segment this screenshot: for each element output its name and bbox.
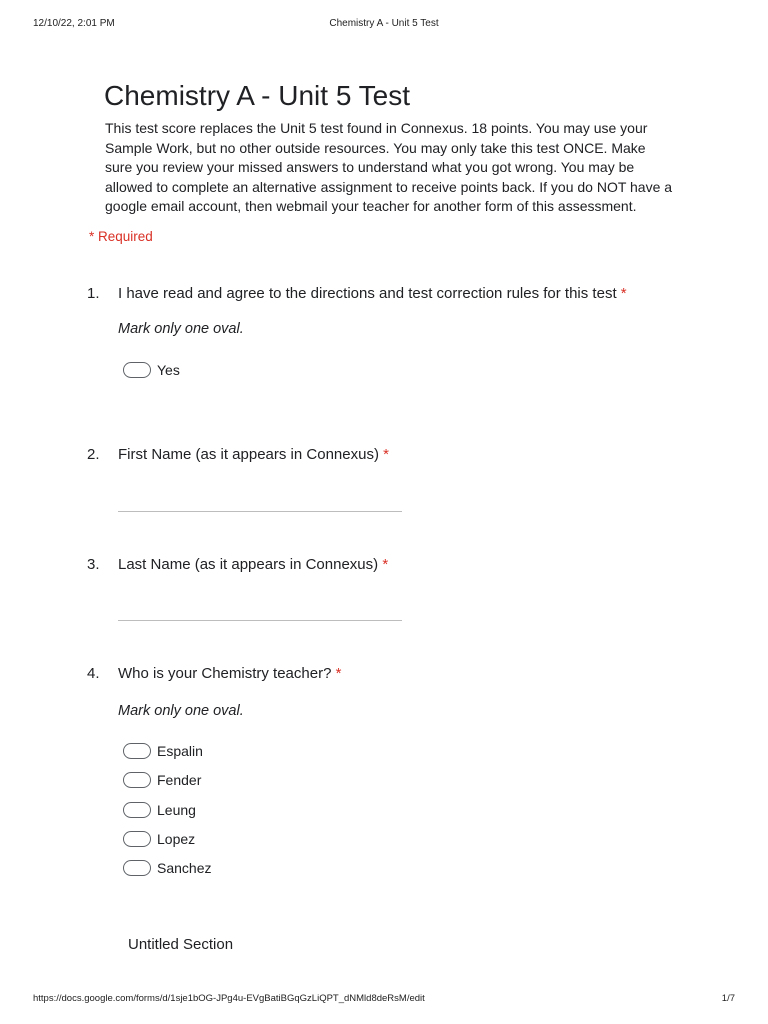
print-doc-title: Chemistry A - Unit 5 Test	[329, 18, 439, 29]
section-title: Untitled Section	[128, 936, 234, 953]
radio-oval-icon[interactable]	[123, 831, 151, 847]
question-number: 1.	[87, 285, 100, 302]
question-number: 2.	[87, 446, 100, 463]
last-name-field[interactable]	[118, 620, 402, 621]
mark-hint: Mark only one oval.	[118, 703, 244, 719]
option-yes[interactable]	[123, 360, 180, 380]
required-note: * Required	[89, 229, 153, 244]
mark-hint: Mark only one oval.	[118, 321, 244, 337]
option-label: Sanchez	[157, 860, 212, 876]
option-lopez[interactable]	[123, 829, 195, 849]
form-description: This test score replaces the Unit 5 test found in Connexus. 18 points. You may use your Sample Work, but no other outside resources. You may only take this test ONCE. Make sure you review your missed answers to understand what you got wrong. You may be allowed to complete an alternative assignment to receive points back. If you do NOT have a google email account, then webmail your teacher for another form of this assessment.	[105, 120, 673, 215]
question-text: I have read and agree to the directions and test correction rules for this test *	[118, 285, 627, 302]
required-star: *	[383, 446, 389, 463]
radio-oval-icon[interactable]	[123, 362, 151, 378]
print-url: https://docs.google.com/forms/d/1sje1bOG-JPg4u-EVgBatiBGqGzLiQPT_dNMld8deRsM/edit	[33, 993, 425, 1004]
option-label: Leung	[157, 802, 196, 818]
question-number: 4.	[87, 665, 100, 682]
option-label: Espalin	[157, 743, 203, 759]
question-text: Who is your Chemistry teacher? *	[118, 665, 342, 682]
radio-oval-icon[interactable]	[123, 772, 151, 788]
option-sanchez[interactable]	[123, 858, 211, 878]
radio-oval-icon[interactable]	[123, 860, 151, 876]
radio-oval-icon[interactable]	[123, 743, 151, 759]
option-label: Lopez	[157, 831, 196, 847]
print-header	[33, 18, 735, 32]
option-espalin[interactable]	[123, 741, 203, 761]
form-title: Chemistry A - Unit 5 Test	[104, 80, 411, 111]
required-star: *	[382, 556, 389, 573]
option-fender[interactable]	[123, 770, 201, 790]
radio-oval-icon[interactable]	[123, 802, 151, 818]
question-text: First Name (as it appears in Connexus) *	[118, 446, 389, 463]
required-star: *	[335, 665, 342, 682]
option-label: Fender	[157, 772, 202, 788]
print-footer	[33, 993, 735, 1005]
question-number: 3.	[87, 556, 100, 573]
page-number: 1/7	[721, 993, 735, 1004]
print-date: 12/10/22, 2:01 PM	[33, 18, 115, 29]
option-leung[interactable]	[123, 800, 196, 820]
required-star: *	[620, 285, 627, 302]
option-label: Yes	[157, 362, 180, 378]
first-name-field[interactable]	[118, 511, 402, 512]
question-text: Last Name (as it appears in Connexus) *	[118, 556, 389, 573]
